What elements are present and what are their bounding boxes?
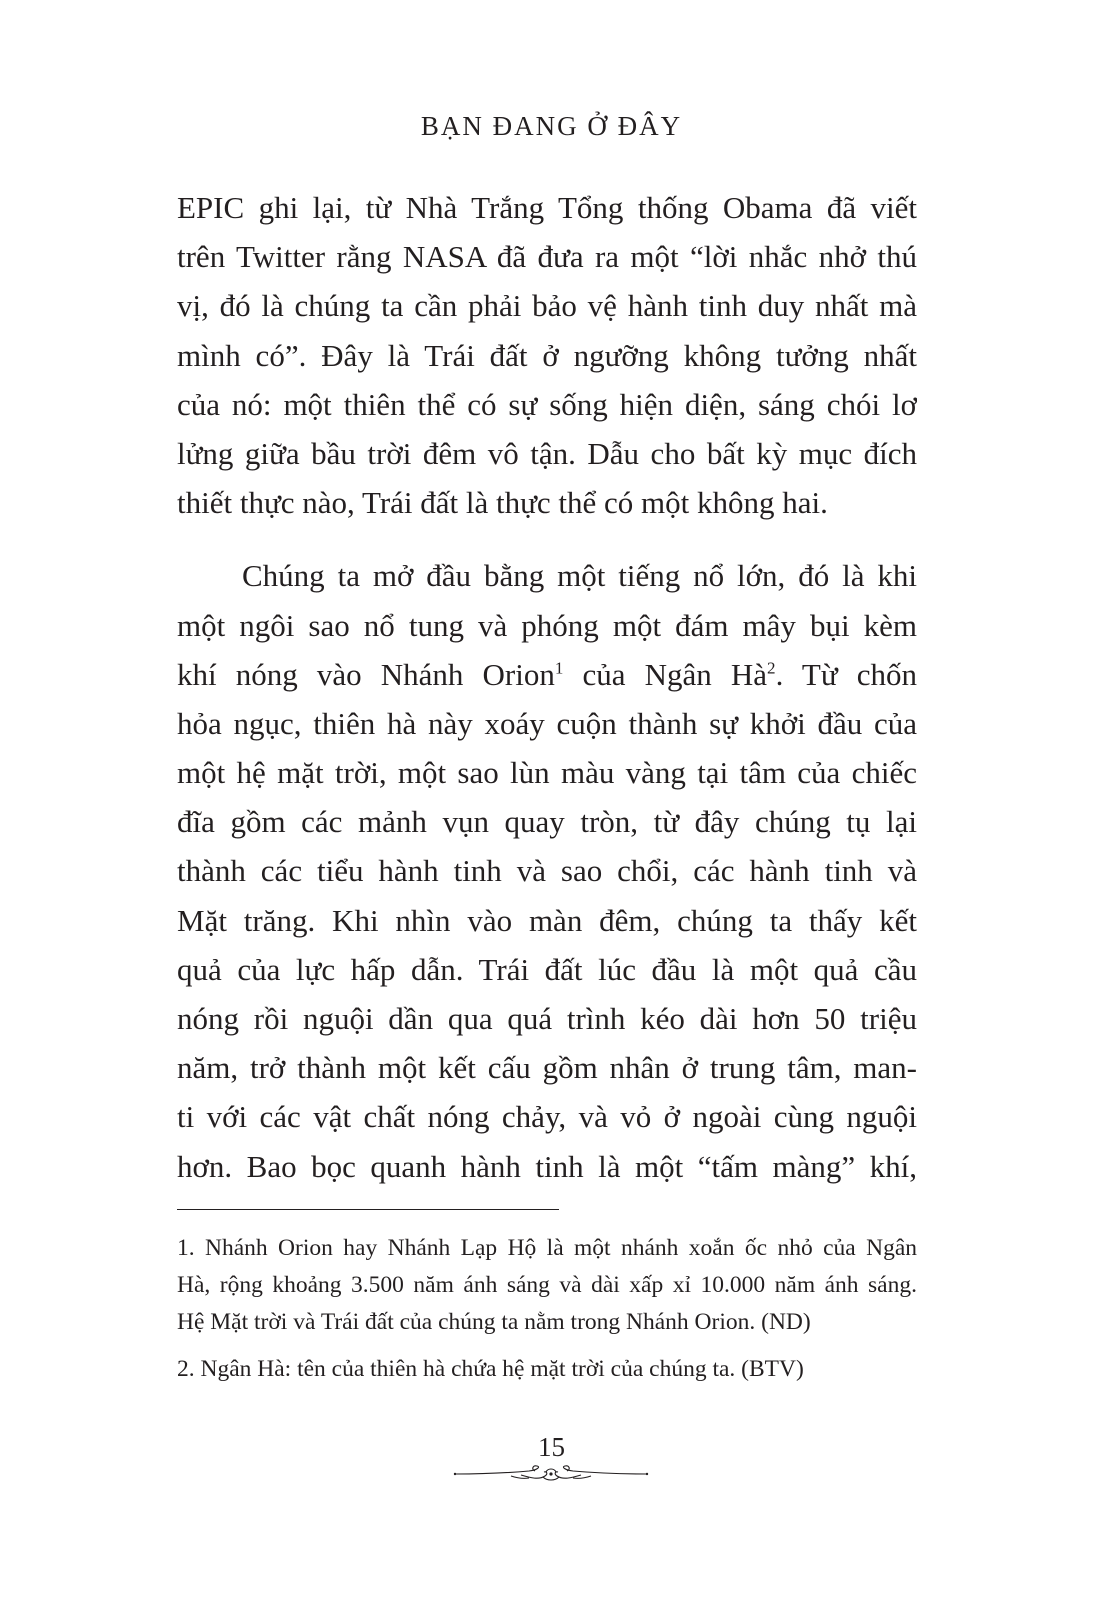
body-text: [177, 183, 917, 1191]
text-line: lửng giữa bầu trời đêm vô tận. Dẫu cho bất kỳ mục đích: [177, 435, 917, 471]
text-line: Chúng ta mở đầu bằng một tiếng nổ lớn, đó là khi: [242, 558, 917, 594]
text-line: một hệ mặt trời, một sao lùn màu vàng tại tâm của chiếc: [177, 755, 917, 791]
text-fragment: của Ngân Hà: [563, 656, 768, 692]
text-line: Mặt trăng. Khi nhìn vào màn đêm, chúng ta thấy kết: [177, 902, 917, 938]
text-line: nóng rồi nguội dần qua quá trình kéo dài hơn 50 triệu: [177, 1001, 917, 1036]
text-line-with-footnote-refs: [177, 650, 917, 699]
running-head: BẠN ĐANG Ở ĐÂY: [420, 111, 683, 141]
text-line: EPIC ghi lại, từ Nhà Trắng Tổng thống Obama đã viết: [177, 190, 917, 225]
text-fragment: . Từ chốn: [775, 656, 917, 692]
text-line: hỏa ngục, thiên hà này xoáy cuộn thành sự khởi đầu của: [177, 705, 917, 741]
text-line: hơn. Bao bọc quanh hành tinh là một “tấm màng” khí,: [177, 1148, 917, 1184]
footnote-ref-1: 1: [554, 658, 564, 678]
text-line: một ngôi sao nổ tung và phóng một đám mây bụi kèm: [177, 607, 917, 643]
paragraph-gap: [177, 527, 917, 551]
text-line: năm, trở thành một kết cấu gồm nhân ở trung tâm, man-: [177, 1050, 917, 1086]
footnote-1-line: Hà, rộng khoảng 3.500 năm ánh sáng và dài xấp xỉ 10.000 năm ánh sáng.: [177, 1272, 917, 1298]
text-line: vị, đó là chúng ta cần phải bảo vệ hành tinh duy nhất mà: [177, 288, 917, 324]
text-line: mình có”. Đây là Trái đất ở ngưỡng không tưởng nhất: [177, 337, 917, 373]
footnote-gap: [177, 1341, 917, 1351]
flourish-ornament-icon: [451, 1462, 651, 1486]
text-line: thành các tiểu hành tinh và sao chổi, các hành tinh và: [177, 853, 917, 889]
footnote-ref-2: 2: [767, 658, 776, 678]
text-line: thiết thực nào, Trái đất là thực thể có một không hai.: [177, 485, 828, 521]
text-line: ti với các vật chất nóng chảy, và vỏ ở ngoài cùng nguội: [177, 1099, 917, 1135]
text-line: trên Twitter rằng NASA đã đưa ra một “lời nhắc nhở thú: [177, 239, 917, 275]
footnote-2: 2. Ngân Hà: tên của thiên hà chứa hệ mặt trời của chúng ta. (BTV): [177, 1356, 804, 1382]
text-line: quả của lực hấp dẫn. Trái đất lúc đầu là một quả cầu: [177, 951, 917, 987]
footnotes: [177, 1230, 917, 1388]
footnote-1-line: 1. Nhánh Orion hay Nhánh Lạp Hộ là một nhánh xoắn ốc nhỏ của Ngân: [177, 1235, 917, 1261]
text-line: của nó: một thiên thể có sự sống hiện diện, sáng chói lơ: [177, 386, 917, 422]
text-fragment: khí nóng vào Nhánh Orion: [177, 656, 555, 692]
page-number: 15: [538, 1432, 565, 1462]
footnote-1-line: Hệ Mặt trời và Trái đất của chúng ta nằm trong Nhánh Orion. (ND): [177, 1309, 811, 1335]
text-line: đĩa gồm các mảnh vụn quay tròn, từ đây chúng tụ lại: [177, 804, 917, 840]
footnote-separator: [177, 1209, 559, 1210]
